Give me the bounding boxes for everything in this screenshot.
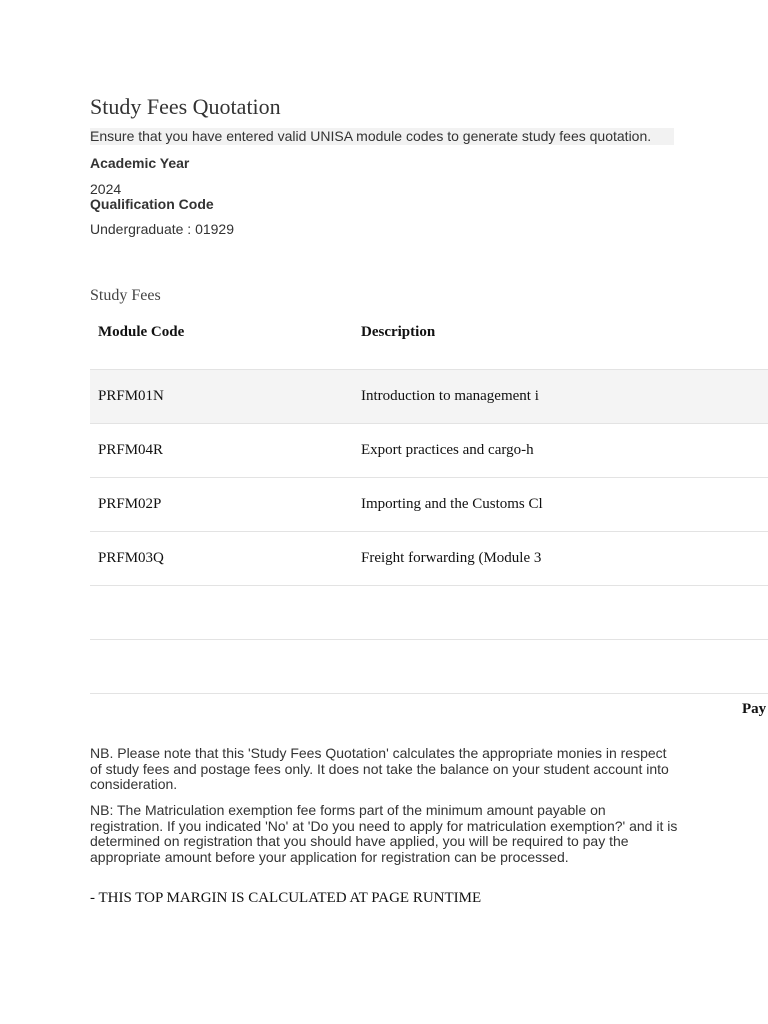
nb-balance-note: NB. Please note that this 'Study Fees Quotation' calculates the appropriate monies in respect of study fees and postage fees only. It does not take the balance on your student account into consideration. — [90, 745, 669, 792]
nb-matriculation-note: NB: The Matriculation exemption fee forms part of the minimum amount payable on registration. If you indicated 'No' at 'Do you need to apply for matriculation exemption?' and it is determined on registration that you should have applied, you will be required to pay the appropriate amount before your application for registration can be processed. — [90, 802, 678, 865]
table-row — [90, 477, 768, 531]
description-cell: Export practices and cargo-h — [361, 423, 768, 477]
module-code-header: Module Code — [98, 324, 185, 340]
module-code-cell — [90, 585, 361, 639]
table-row — [90, 639, 768, 693]
table-header-row — [90, 314, 768, 369]
module-code-cell: PRFM02P — [90, 477, 361, 531]
notice-text: Ensure that you have entered valid UNISA module codes to generate study fees quotation. — [90, 128, 674, 145]
academic-year-label: Academic Year — [90, 155, 190, 171]
table-row — [90, 531, 768, 585]
description-cell: Freight forwarding (Module 3 — [361, 531, 768, 585]
table-row — [90, 585, 768, 639]
description-cell: Importing and the Customs Cl — [361, 477, 768, 531]
description-header: Description — [361, 324, 436, 340]
study-fees-table — [90, 314, 768, 694]
page-title: Study Fees Quotation — [90, 94, 281, 119]
qualification-code-value: Undergraduate : 01929 — [90, 221, 234, 237]
module-code-cell: PRFM01N — [90, 369, 361, 423]
qualification-code-label: Qualification Code — [90, 196, 214, 212]
description-cell: Introduction to management i — [361, 369, 768, 423]
description-cell — [361, 585, 768, 639]
module-code-cell: PRFM04R — [90, 423, 361, 477]
table-row — [90, 369, 768, 423]
academic-year-value: 2024 — [90, 181, 122, 197]
module-code-cell: PRFM03Q — [90, 531, 361, 585]
module-code-cell — [90, 639, 361, 693]
study-fees-section-title: Study Fees — [90, 287, 161, 304]
table-row — [90, 423, 768, 477]
top-margin-note: - THIS TOP MARGIN IS CALCULATED AT PAGE RUNTIME — [90, 890, 482, 906]
description-cell — [361, 639, 768, 693]
payable-label: Pay — [742, 701, 767, 717]
